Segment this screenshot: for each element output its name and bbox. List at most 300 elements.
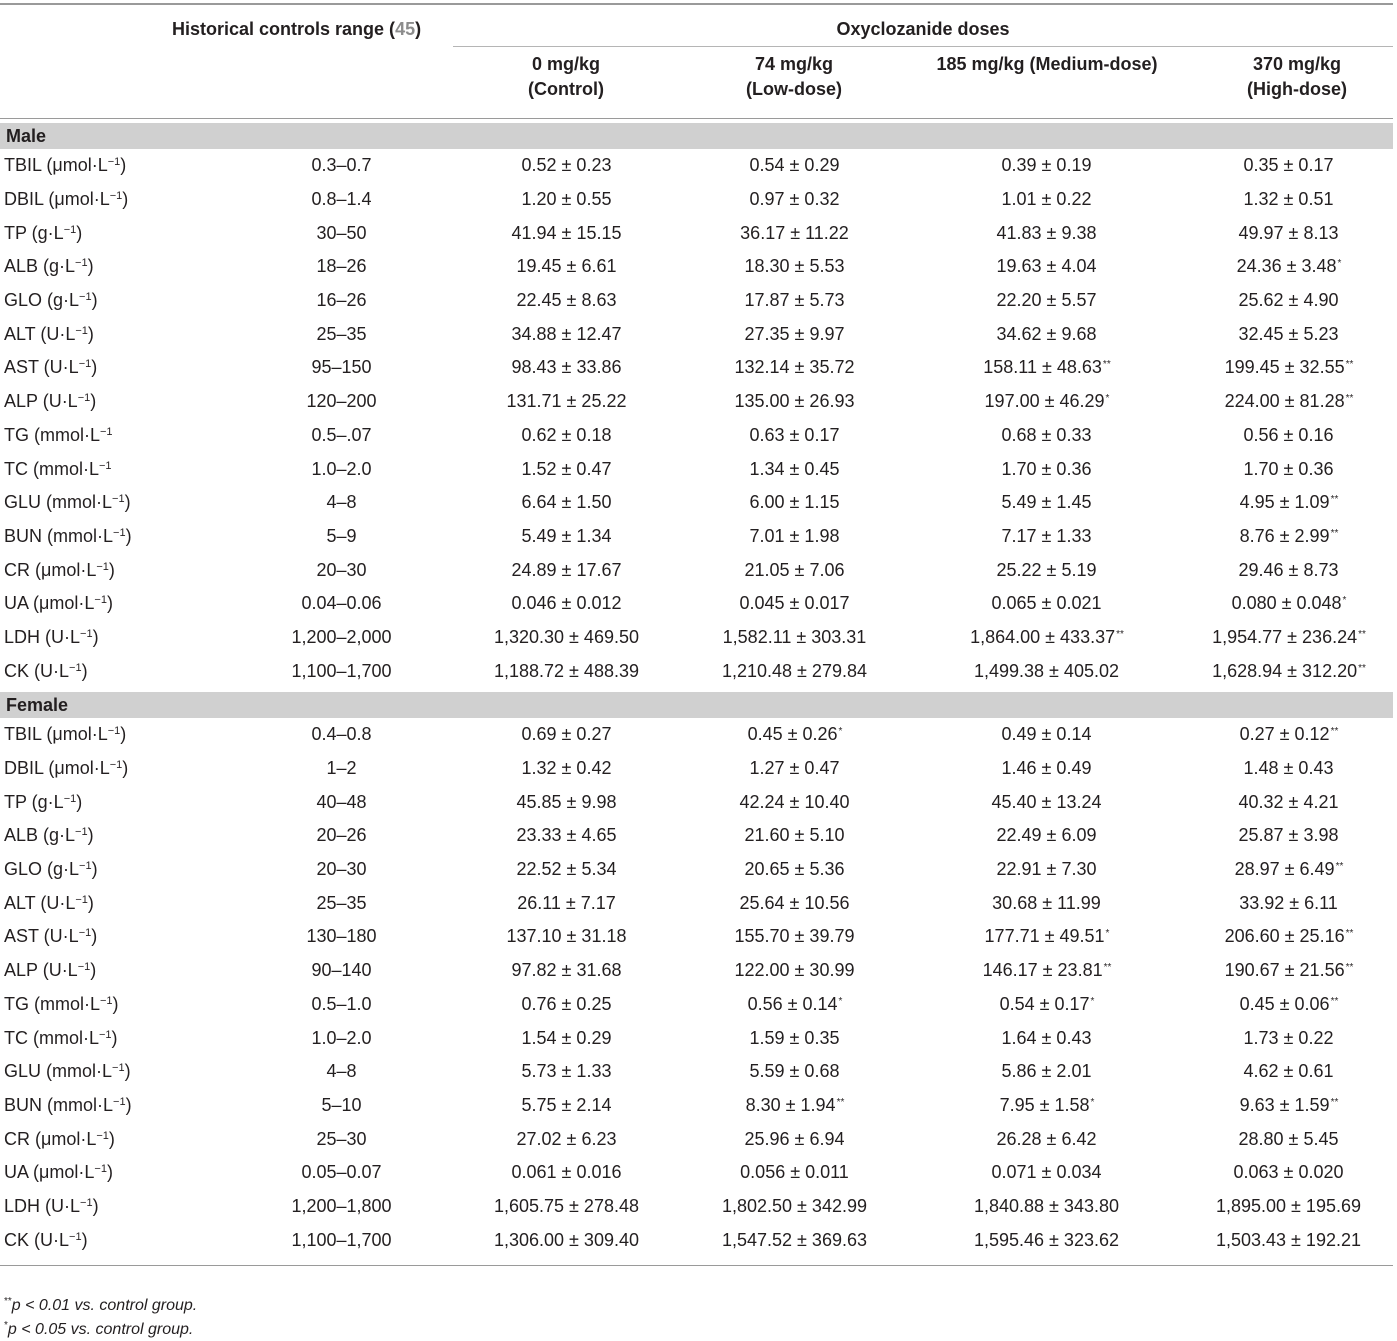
value-cell (909, 920, 1185, 954)
mean-sd-value: 22.45 ± 8.63 (516, 290, 617, 311)
parameter-cell (0, 718, 230, 752)
value-cell (681, 752, 909, 786)
table-row (0, 853, 1393, 887)
mean-sd-value: 132.14 ± 35.72 (734, 357, 855, 378)
value-cell (681, 621, 909, 655)
unit-close: ) (87, 825, 94, 846)
parameter-name: LDH (U·L (4, 1195, 81, 1216)
value-cell (453, 419, 681, 453)
mean-sd-value: 20.65 ± 5.36 (744, 859, 845, 880)
mean-sd-value: 19.63 ± 4.04 (996, 256, 1097, 277)
table-row (0, 654, 1393, 688)
unit-exponent: −1 (77, 961, 91, 974)
unit-close: ) (76, 222, 83, 243)
value-cell (1185, 785, 1393, 819)
mean-sd-value: 1.34 ± 0.45 (749, 458, 840, 479)
value-cell (453, 351, 681, 385)
mean-sd-value: 1,582.11 ± 303.31 (722, 626, 867, 647)
value-cell (909, 553, 1185, 587)
significance-mark: ** (1358, 628, 1366, 640)
footnote-text: p < 0.01 vs. control group. (11, 1297, 198, 1314)
historical-range-cell: 1,200–2,000 (291, 626, 392, 647)
table-row (0, 317, 1393, 351)
value-cell (909, 1223, 1185, 1257)
unit-exponent: −1 (99, 1028, 112, 1041)
unit-exponent: −1 (79, 860, 92, 873)
table-row (0, 920, 1393, 954)
parameter-name: AST (U·L (4, 926, 79, 947)
parameter-cell (0, 351, 230, 385)
value-cell (681, 954, 909, 988)
mean-sd-value: 22.52 ± 5.34 (516, 859, 617, 880)
mean-sd-value: 0.063 ± 0.020 (1233, 1162, 1344, 1183)
unit-close: ) (87, 323, 94, 344)
mean-sd-value: 1,210.48 ± 279.84 (721, 660, 867, 681)
significance-mark: ** (1345, 393, 1354, 405)
parameter-name: GLU (mmol·L (4, 492, 113, 513)
value-cell (1185, 654, 1393, 688)
historical-range-close: ) (415, 19, 422, 39)
parameter-cell (0, 954, 230, 988)
significance-mark: ** (1102, 359, 1111, 371)
unit-exponent: −1 (94, 1163, 107, 1176)
unit-exponent: −1 (69, 661, 82, 674)
mean-sd-value: 5.49 ± 1.34 (521, 525, 612, 546)
mean-sd-value: 25.62 ± 4.90 (1238, 290, 1339, 311)
mean-sd-value: 0.45 ± 0.06 (1239, 993, 1330, 1014)
mean-sd-value: 1,306.00 ± 309.40 (493, 1229, 639, 1250)
mean-sd-value: 1.27 ± 0.47 (749, 758, 840, 779)
parameter-cell (0, 654, 230, 688)
value-cell (1185, 819, 1393, 853)
parameter-cell (0, 385, 230, 419)
unit-close: ) (91, 290, 98, 311)
value-cell (909, 752, 1185, 786)
footnote-p05 (4, 1320, 193, 1339)
value-cell (453, 886, 681, 920)
mean-sd-value: 1.70 ± 0.36 (1243, 458, 1334, 479)
footnote-mark: * (4, 1320, 8, 1331)
mean-sd-value: 25.22 ± 5.19 (996, 559, 1097, 580)
mean-sd-value: 1.54 ± 0.29 (521, 1027, 612, 1048)
unit-close: ) (91, 859, 98, 880)
unit-close: ) (90, 960, 97, 981)
historical-range-cell: 18–26 (316, 256, 367, 277)
value-cell (909, 988, 1185, 1022)
mean-sd-value: 4.95 ± 1.09 (1239, 492, 1330, 513)
value-cell (453, 1122, 681, 1156)
historical-range-cell: 1,100–1,700 (291, 660, 392, 681)
mean-sd-value: 224.00 ± 81.28 (1224, 391, 1345, 412)
unit-exponent: −1 (107, 725, 121, 738)
parameter-name: TG (mmol·L (4, 993, 100, 1014)
value-cell (909, 284, 1185, 318)
parameter-cell (0, 1122, 230, 1156)
value-cell (909, 216, 1185, 250)
mean-sd-value: 41.94 ± 15.15 (511, 222, 622, 243)
mean-sd-value: 17.87 ± 5.73 (744, 290, 845, 311)
mean-sd-value: 49.97 ± 8.13 (1238, 222, 1339, 243)
significance-mark: ** (836, 1096, 845, 1108)
mean-sd-value: 7.17 ± 1.33 (1001, 525, 1092, 546)
parameter-name: CK (U·L (4, 1229, 70, 1250)
mean-sd-value: 1.32 ± 0.51 (1243, 189, 1334, 210)
mean-sd-value: 0.49 ± 0.14 (1001, 724, 1092, 745)
historical-range-cell: 20–30 (316, 559, 367, 580)
mean-sd-value: 0.35 ± 0.17 (1243, 155, 1334, 176)
value-cell (453, 853, 681, 887)
unit-close: ) (120, 155, 127, 176)
mean-sd-value: 45.40 ± 13.24 (991, 791, 1102, 812)
mean-sd-value: 25.87 ± 3.98 (1238, 825, 1339, 846)
unit-exponent: −1 (78, 927, 92, 940)
value-cell (909, 1055, 1185, 1089)
mean-sd-value: 0.065 ± 0.021 (991, 593, 1102, 614)
significance-mark: * (838, 726, 843, 738)
table-row (0, 718, 1393, 752)
parameter-cell (0, 1190, 230, 1224)
parameter-cell (0, 920, 230, 954)
mean-sd-value: 22.91 ± 7.30 (996, 859, 1097, 880)
parameter-name: LDH (U·L (4, 626, 81, 647)
unit-close: ) (92, 626, 99, 647)
mean-sd-value: 199.45 ± 32.55 (1224, 357, 1345, 378)
value-cell (681, 1021, 909, 1055)
table-body (0, 123, 1393, 1257)
historical-range-cell: 1,100–1,700 (291, 1229, 392, 1250)
mean-sd-value: 146.17 ± 23.81 (982, 960, 1103, 981)
footnote-text: p < 0.05 vs. control group. (7, 1321, 194, 1338)
value-cell (909, 452, 1185, 486)
table-row (0, 1190, 1393, 1224)
value-cell (681, 317, 909, 351)
value-cell (909, 385, 1185, 419)
parameter-name: TC (mmol·L (4, 458, 99, 479)
parameter-cell (0, 419, 230, 453)
mean-sd-value: 24.36 ± 3.48 (1236, 256, 1337, 277)
mean-sd-value: 1,595.46 ± 323.62 (973, 1229, 1119, 1250)
table-row (0, 621, 1393, 655)
table-row (0, 1223, 1393, 1257)
value-cell (681, 149, 909, 183)
value-cell (1185, 587, 1393, 621)
significance-mark: ** (1330, 995, 1339, 1007)
value-cell (909, 183, 1185, 217)
unit-exponent: −1 (80, 1196, 93, 1209)
section-table (0, 718, 1393, 1257)
significance-mark: ** (1358, 662, 1366, 674)
table-row (0, 351, 1393, 385)
parameter-cell (0, 284, 230, 318)
parameter-name: TBIL (μmol·L (4, 155, 108, 176)
unit-close: ) (91, 357, 98, 378)
mean-sd-value: 0.62 ± 0.18 (521, 424, 612, 445)
mean-sd-value: 1,864.00 ± 433.37 (970, 626, 1116, 647)
mean-sd-value: 21.05 ± 7.06 (744, 559, 845, 580)
unit-exponent: −1 (112, 493, 125, 506)
value-cell (453, 452, 681, 486)
unit-close: ) (87, 892, 94, 913)
mean-sd-value: 0.54 ± 0.29 (749, 155, 840, 176)
value-cell (1185, 621, 1393, 655)
value-cell (909, 1021, 1185, 1055)
mean-sd-value: 1,895.00 ± 195.69 (1215, 1195, 1361, 1216)
parameter-name: UA (μmol·L (4, 1162, 95, 1183)
unit-exponent: −1 (78, 358, 92, 371)
value-cell (1185, 1089, 1393, 1123)
value-cell (1185, 351, 1393, 385)
table-row (0, 886, 1393, 920)
table-row (0, 216, 1393, 250)
value-cell (1185, 853, 1393, 887)
parameter-cell (0, 819, 230, 853)
mean-sd-value: 1,320.30 ± 469.50 (493, 626, 639, 647)
table-row (0, 819, 1393, 853)
value-cell (681, 819, 909, 853)
parameter-cell (0, 250, 230, 284)
unit-exponent: −1 (109, 759, 123, 772)
parameter-cell (0, 183, 230, 217)
table-row (0, 419, 1393, 453)
value-cell (681, 1055, 909, 1089)
historical-range-cell: 5–10 (321, 1094, 362, 1115)
value-cell (1185, 1021, 1393, 1055)
value-cell (453, 654, 681, 688)
unit-exponent: −1 (113, 526, 126, 539)
value-cell (1185, 752, 1393, 786)
historical-range-cell: 20–30 (316, 859, 367, 880)
mean-sd-value: 1.46 ± 0.49 (1001, 758, 1092, 779)
value-cell (909, 250, 1185, 284)
mean-sd-value: 0.045 ± 0.017 (739, 593, 850, 614)
historical-range-cell: 0.4–0.8 (311, 724, 372, 745)
value-cell (1185, 1055, 1393, 1089)
mean-sd-value: 5.49 ± 1.45 (1001, 492, 1092, 513)
mean-sd-value: 206.60 ± 25.16 (1224, 926, 1345, 947)
parameter-cell (0, 1223, 230, 1257)
mean-sd-value: 23.33 ± 4.65 (516, 825, 617, 846)
section-header-male: Male (0, 123, 1393, 149)
mean-sd-value: 4.62 ± 0.61 (1243, 1061, 1334, 1082)
table-row (0, 587, 1393, 621)
mean-sd-value: 1.48 ± 0.43 (1243, 758, 1334, 779)
value-cell (453, 1190, 681, 1224)
table-row (0, 1122, 1393, 1156)
value-cell (453, 1223, 681, 1257)
table-row (0, 988, 1393, 1022)
significance-mark: * (1090, 995, 1095, 1007)
mean-sd-value: 40.32 ± 4.21 (1238, 791, 1339, 812)
value-cell (909, 149, 1185, 183)
mean-sd-value: 1.64 ± 0.43 (1001, 1027, 1092, 1048)
value-cell (681, 385, 909, 419)
parameter-name: BUN (mmol·L (4, 1094, 114, 1115)
historical-range-cell: 0.5–1.0 (311, 993, 372, 1014)
historical-range-cell: 5–9 (326, 525, 357, 546)
mean-sd-value: 0.54 ± 0.17 (999, 993, 1090, 1014)
unit-close: ) (81, 660, 88, 681)
parameter-name: ALT (U·L (4, 892, 76, 913)
value-cell (453, 284, 681, 318)
mean-sd-value: 197.00 ± 46.29 (984, 391, 1105, 412)
historical-range-header (172, 19, 421, 40)
mean-sd-value: 1.70 ± 0.36 (1001, 458, 1092, 479)
unit-close: ) (112, 993, 119, 1014)
mean-sd-value: 1,547.52 ± 369.63 (721, 1229, 867, 1250)
significance-mark: * (1090, 1096, 1095, 1108)
mean-sd-value: 155.70 ± 39.79 (734, 926, 855, 947)
unit-close: ) (122, 758, 129, 779)
mean-sd-value: 131.71 ± 25.22 (506, 391, 627, 412)
significance-mark: ** (1330, 494, 1339, 506)
parameter-name: ALP (U·L (4, 391, 78, 412)
mean-sd-value: 18.30 ± 5.53 (744, 256, 845, 277)
mean-sd-value: 1.01 ± 0.22 (1001, 189, 1092, 210)
mean-sd-value: 45.85 ± 9.98 (516, 791, 617, 812)
table-row (0, 785, 1393, 819)
parameter-cell (0, 149, 230, 183)
table-row (0, 1021, 1393, 1055)
table-row (0, 954, 1393, 988)
value-cell (681, 1122, 909, 1156)
historical-range-cell: 1,200–1,800 (291, 1195, 392, 1216)
mean-sd-value: 135.00 ± 26.93 (734, 391, 855, 412)
value-cell (1185, 520, 1393, 554)
mean-sd-value: 7.01 ± 1.98 (749, 525, 840, 546)
value-cell (909, 1156, 1185, 1190)
value-cell (909, 419, 1185, 453)
significance-mark: * (838, 995, 843, 1007)
parameter-cell (0, 216, 230, 250)
mean-sd-value: 5.59 ± 0.68 (749, 1061, 840, 1082)
value-cell (453, 553, 681, 587)
parameter-cell (0, 785, 230, 819)
historical-range-cell: 95–150 (311, 357, 372, 378)
bottom-rule (0, 1265, 1393, 1266)
value-cell (453, 819, 681, 853)
value-cell (681, 216, 909, 250)
mean-sd-value: 27.35 ± 9.97 (744, 323, 845, 344)
unit-exponent: −1 (79, 291, 92, 304)
unit-close: ) (122, 189, 129, 210)
mean-sd-value: 24.89 ± 17.67 (511, 559, 622, 580)
historical-range-cell: 16–26 (316, 290, 367, 311)
parameter-cell (0, 1156, 230, 1190)
parameter-cell (0, 1021, 230, 1055)
unit-close: ) (124, 492, 131, 513)
mean-sd-value: 7.95 ± 1.58 (999, 1094, 1090, 1115)
significance-mark: * (1337, 258, 1342, 270)
historical-range-cell: 1.0–2.0 (311, 1027, 372, 1048)
value-cell (681, 183, 909, 217)
mean-sd-value: 0.97 ± 0.32 (749, 189, 840, 210)
parameter-cell (0, 587, 230, 621)
parameter-cell (0, 1089, 230, 1123)
mean-sd-value: 26.28 ± 6.42 (996, 1128, 1097, 1149)
significance-mark: ** (1345, 928, 1354, 940)
parameter-cell (0, 853, 230, 887)
mean-sd-value: 177.71 ± 49.51 (984, 926, 1105, 947)
header-rule (0, 118, 1393, 119)
mean-sd-value: 30.68 ± 11.99 (992, 892, 1101, 913)
value-cell (909, 520, 1185, 554)
table-row (0, 149, 1393, 183)
significance-mark: ** (1330, 527, 1339, 539)
significance-mark: ** (1345, 359, 1354, 371)
unit-exponent: −1 (99, 459, 112, 472)
mean-sd-value: 98.43 ± 33.86 (511, 357, 622, 378)
value-cell (453, 183, 681, 217)
unit-exponent: −1 (112, 1062, 125, 1075)
mean-sd-value: 0.061 ± 0.016 (511, 1162, 622, 1183)
parameter-name: TG (mmol·L (4, 424, 100, 445)
historical-range-cell: 0.05–0.07 (301, 1162, 382, 1183)
reference-link[interactable]: 45 (395, 19, 416, 39)
parameter-cell (0, 486, 230, 520)
mean-sd-value: 1.20 ± 0.55 (521, 189, 612, 210)
value-cell (681, 1156, 909, 1190)
section-table (0, 149, 1393, 688)
value-cell (453, 954, 681, 988)
value-cell (1185, 553, 1393, 587)
historical-range-cell: 4–8 (326, 1061, 357, 1082)
unit-close: ) (87, 256, 94, 277)
mean-sd-value: 8.30 ± 1.94 (745, 1094, 836, 1115)
value-cell (681, 718, 909, 752)
unit-exponent: −1 (63, 792, 77, 805)
value-cell (453, 317, 681, 351)
mean-sd-value: 21.60 ± 5.10 (744, 825, 845, 846)
value-cell (1185, 1122, 1393, 1156)
mean-sd-value: 22.49 ± 6.09 (996, 825, 1097, 846)
value-cell (681, 520, 909, 554)
unit-close: ) (106, 593, 113, 614)
value-cell (1185, 317, 1393, 351)
value-cell (453, 250, 681, 284)
value-cell (1185, 284, 1393, 318)
value-cell (681, 920, 909, 954)
mean-sd-value: 25.96 ± 6.94 (744, 1128, 845, 1149)
parameter-name: TP (g·L (4, 791, 64, 812)
mean-sd-value: 0.45 ± 0.26 (747, 724, 838, 745)
value-cell (453, 1021, 681, 1055)
mean-sd-value: 28.97 ± 6.49 (1234, 859, 1335, 880)
parameter-cell (0, 621, 230, 655)
value-cell (681, 886, 909, 920)
unit-exponent: −1 (109, 190, 123, 203)
significance-mark: ** (1330, 726, 1339, 738)
mean-sd-value: 34.88 ± 12.47 (511, 323, 622, 344)
unit-exponent: −1 (107, 156, 121, 169)
table-row (0, 553, 1393, 587)
parameter-name: BUN (mmol·L (4, 525, 114, 546)
parameter-cell (0, 988, 230, 1022)
value-cell (909, 1122, 1185, 1156)
mean-sd-value: 36.17 ± 11.22 (740, 222, 849, 243)
parameter-cell (0, 520, 230, 554)
mean-sd-value: 5.86 ± 2.01 (1001, 1061, 1092, 1082)
parameter-name: TC (mmol·L (4, 1027, 99, 1048)
significance-mark: ** (1330, 1096, 1339, 1108)
value-cell (453, 385, 681, 419)
header-row-1 (0, 5, 1393, 45)
historical-range-cell: 25–30 (316, 1128, 367, 1149)
historical-range-cell: 0.3–0.7 (311, 155, 372, 176)
mean-sd-value: 0.27 ± 0.12 (1239, 724, 1330, 745)
parameter-cell (0, 452, 230, 486)
historical-range-cell: 1–2 (326, 758, 357, 779)
value-cell (1185, 988, 1393, 1022)
